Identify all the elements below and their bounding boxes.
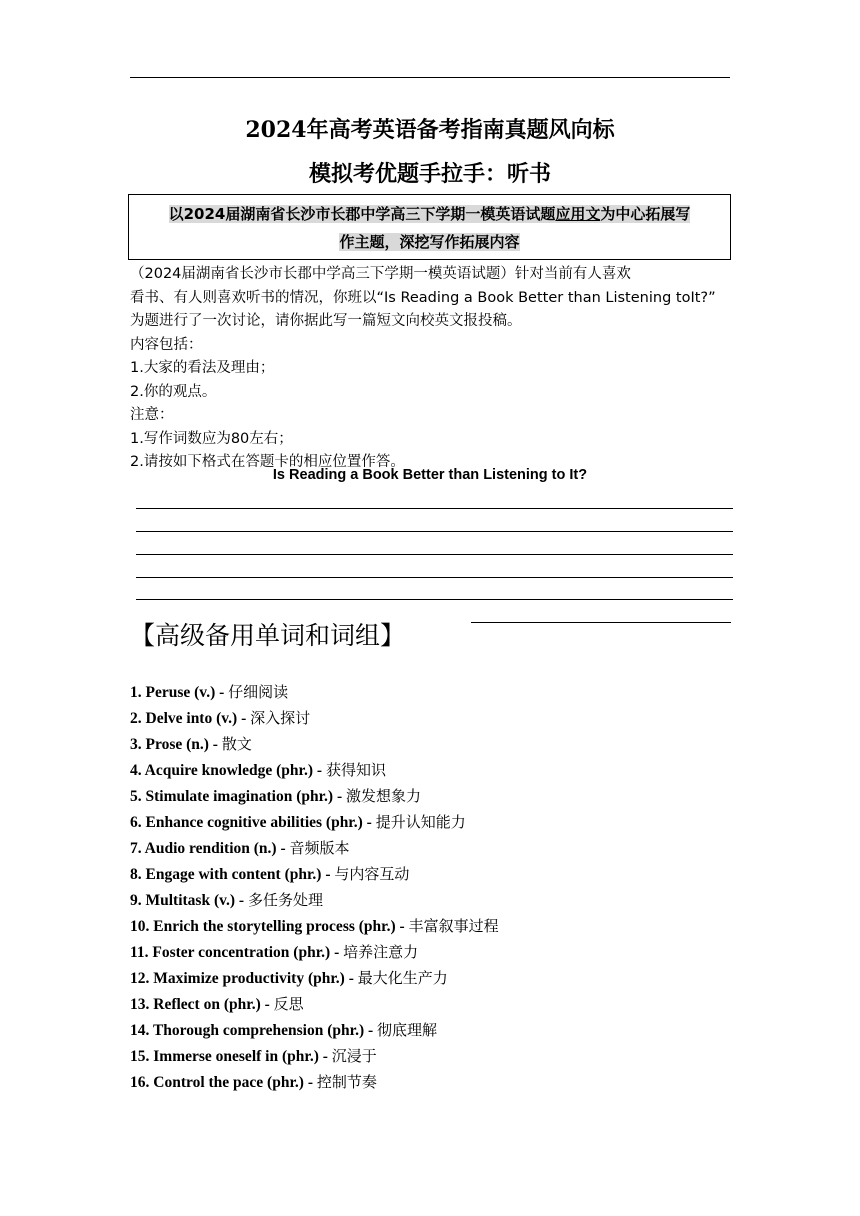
vocab-term: 1. Peruse (v.) - [130, 684, 229, 701]
vocab-meaning: 散文 [221, 735, 252, 753]
vocab-term: 10. Enrich the storytelling process (phr.) - [130, 918, 409, 935]
answer-line[interactable] [136, 599, 733, 600]
prompt-line: 看书、有人则喜欢听书的情况，你班以“Is Reading a Book Better than Listening toIt?” [130, 289, 716, 306]
answer-line[interactable] [136, 577, 733, 578]
vocab-heading: 【高级备用单词和词组】 [130, 621, 406, 650]
answer-line[interactable] [471, 622, 731, 623]
vocab-meaning: 控制节奏 [316, 1073, 377, 1091]
topic-line-2 [129, 228, 730, 256]
prompt-line: 2.你的观点。 [130, 383, 217, 400]
vocab-meaning: 多任务处理 [247, 891, 323, 909]
prompt-line: 注意： [130, 407, 174, 423]
vocab-term: 13. Reflect on (phr.) - [130, 996, 274, 1013]
vocab-term: 8. Engage with content (phr.) - [130, 866, 335, 883]
vocab-meaning: 深入探讨 [250, 709, 311, 727]
vocab-list [130, 679, 730, 1095]
vocab-meaning: 仔细阅读 [228, 683, 289, 701]
vocab-term: 14. Thorough comprehension (phr.) - [130, 1022, 378, 1039]
vocab-term: 11. Foster concentration (phr.) - [130, 944, 344, 961]
prompt-line: 内容包括： [130, 336, 203, 353]
answer-line[interactable] [136, 508, 733, 509]
vocab-term: 6. Enhance cognitive abilities (phr.) - [130, 814, 376, 831]
prompt-line: 为题进行了一次讨论，请你据此写一篇短文向校英文报投稿。 [130, 313, 522, 329]
topic-text-1: 以2024届湖南省长沙市长郡中学高三下学期一模英语试题 [168, 205, 556, 223]
answer-line[interactable] [136, 531, 733, 532]
vocab-term: 3. Prose (n.) - [130, 736, 222, 753]
vocab-item [130, 1043, 730, 1069]
vocab-term: 16. Control the pace (phr.) - [130, 1074, 317, 1091]
topic-keyword: 应用文 [555, 205, 601, 223]
vocab-meaning: 与内容互动 [334, 865, 410, 883]
vocab-item [130, 731, 730, 757]
vocab-term: 5. Stimulate imagination (phr.) - [130, 788, 347, 805]
vocab-meaning: 彻底理解 [377, 1021, 438, 1039]
vocab-item [130, 809, 730, 835]
vocab-item [130, 1069, 730, 1095]
vocab-meaning: 丰富叙事过程 [408, 917, 499, 935]
prompt-line: 1.写作词数应为80左右； [130, 430, 293, 447]
topic-box [128, 194, 731, 260]
vocab-meaning: 获得知识 [325, 761, 386, 779]
vocab-term: 12. Maximize productivity (phr.) - [130, 970, 358, 987]
answer-line[interactable] [136, 554, 733, 555]
vocab-meaning: 音频版本 [289, 839, 350, 857]
vocab-item [130, 835, 730, 861]
vocab-item [130, 705, 730, 731]
page-title: 2024年高考英语备考指南真题风向标 [245, 117, 615, 143]
page-subtitle: 模拟考优题手拉手：听书 [308, 161, 551, 187]
vocab-meaning: 提升认知能力 [375, 813, 466, 831]
vocab-item [130, 913, 730, 939]
vocab-term: 7. Audio rendition (n.) - [130, 840, 290, 857]
topic-text-3: 作主题，深挖写作拓展内容 [339, 233, 520, 251]
vocab-term: 4. Acquire knowledge (phr.) - [130, 762, 326, 779]
writing-prompt [130, 263, 730, 475]
vocab-meaning: 培养注意力 [343, 943, 419, 961]
vocab-item [130, 861, 730, 887]
vocab-item [130, 757, 730, 783]
prompt-line: （2024届湖南省长沙市长郡中学高三下学期一模英语试题）针对当前有人喜欢 [130, 266, 631, 282]
header-rule [130, 77, 730, 78]
topic-text-2: 为中心拓展写 [600, 205, 691, 223]
vocab-meaning: 沉浸于 [331, 1047, 377, 1065]
topic-line-1 [129, 200, 730, 228]
vocab-item [130, 783, 730, 809]
vocab-meaning: 反思 [273, 995, 304, 1013]
vocab-term: 2. Delve into (v.) - [130, 710, 251, 727]
vocab-item [130, 1017, 730, 1043]
essay-title: Is Reading a Book Better than Listening to It? [272, 467, 588, 483]
vocab-meaning: 最大化生产力 [357, 969, 448, 987]
prompt-line: 2.请按如下格式在答题卡的相应位置作答。 [130, 454, 405, 470]
vocab-item [130, 887, 730, 913]
vocab-item [130, 939, 730, 965]
vocab-item [130, 965, 730, 991]
vocab-term: 9. Multitask (v.) - [130, 892, 248, 909]
vocab-item [130, 991, 730, 1017]
vocab-item [130, 679, 730, 705]
prompt-line: 1.大家的看法及理由； [130, 360, 275, 376]
vocab-term: 15. Immerse oneself in (phr.) - [130, 1048, 332, 1065]
vocab-meaning: 激发想象力 [346, 787, 422, 805]
